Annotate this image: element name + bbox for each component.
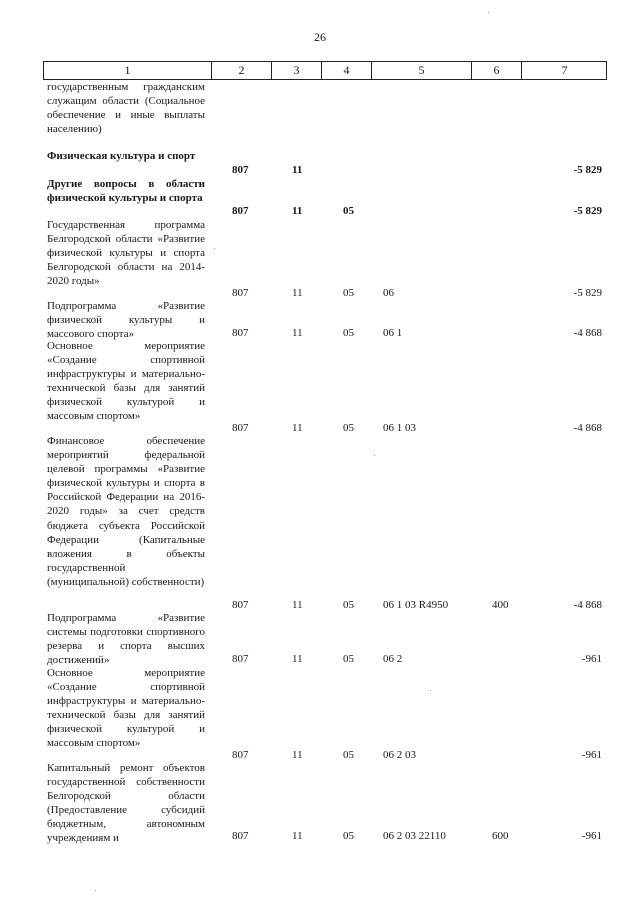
row-name: Подпрограмма «Развитие системы подготовки спортивного резерва и спорта высших достижений» [47,612,205,667]
row-target-article: 06 1 03 R4950 [383,599,449,611]
row-amount: -5 829 [573,287,602,299]
row-code-section: 11 [292,327,303,339]
row-target-article: 06 [383,287,394,299]
row-name: Государственная программа Белгородской области «Развитие физической культуры и спорта Белгородской области на 2014-2020 годы» [47,219,205,288]
row-code-subsection: 05 [343,749,354,761]
row-amount: -4 868 [573,422,602,434]
row-code-subsection: 05 [343,830,354,842]
row-target-article: 06 1 03 [383,422,416,434]
header-col-6: 6 [471,62,521,79]
header-col-2: 2 [211,62,271,79]
scan-speck [214,248,215,249]
row-code-subsection: 05 [343,599,354,611]
row-code-ministry: 807 [232,287,249,299]
row-code-section: 11 [292,422,303,434]
header-col-1: 1 [124,63,131,77]
row-amount: -4 868 [573,327,602,339]
header-col-4: 4 [321,62,371,79]
row-target-article: 06 2 [383,653,403,665]
row-name: Капитальный ремонт объектов государственной собственности Белгородской области (Предоставление субсидий бюджетным, автономным учреждениям и [47,762,205,845]
row-code-ministry: 807 [232,422,249,434]
row-name: Финансовое обеспечение мероприятий федеральной целевой программы «Развитие физической культуры и спорта в Российской Федерации на 2016-2020 годы» за счет средств бюджета субъекта Российской Федерации (Капитальные вложения в объекты государственной (муниципальной) собственности) [47,435,205,588]
scan-speck [374,455,375,456]
row-target-article: 06 2 03 [383,749,416,761]
row-code-section: 11 [292,653,303,665]
row-amount: -961 [581,749,602,761]
row-code-subsection: 05 [343,422,354,434]
row-name: государственным гражданским служащим области (Социальное обеспечение и иные выплаты населению) [47,81,205,136]
scan-speck [488,12,489,13]
row-name: Основное мероприятие «Создание спортивной инфраструктуры и материально-технической базы для занятий физической культурой и массовым спортом» [47,340,205,423]
header-col-3: 3 [271,62,321,79]
scan-speck [430,690,431,691]
row-code-section: 11 [292,830,303,842]
row-name: Подпрограмма «Развитие физической культуры и массового спорта» [47,300,205,341]
row-code-subsection: 05 [343,205,354,217]
row-code-section: 11 [292,287,303,299]
row-name: Другие вопросы в области физической культуры и спорта [47,178,205,205]
row-code-subsection: 05 [343,653,354,665]
row-code-section: 11 [292,164,303,176]
row-expense-type: 600 [492,830,509,842]
row-amount: -961 [581,653,602,665]
row-code-section: 11 [292,205,303,217]
row-expense-type: 400 [492,599,509,611]
header-col-5: 5 [371,62,471,79]
row-target-article: 06 2 03 22110 [383,830,446,842]
row-code-ministry: 807 [232,327,249,339]
row-code-ministry: 807 [232,164,249,176]
row-code-subsection: 05 [343,287,354,299]
row-code-section: 11 [292,749,303,761]
row-name: Основное мероприятие «Создание спортивной инфраструктуры и материально-технической базы для занятий физической культурой и массовым спортом» [47,667,205,750]
row-name: Физическая культура и спорт [47,150,196,162]
row-code-subsection: 05 [343,327,354,339]
row-amount: -4 868 [573,599,602,611]
row-amount: -961 [581,830,602,842]
scan-speck [95,890,96,891]
header-col-7: 7 [521,62,607,79]
page-number: 26 [314,30,326,44]
row-amount: -5 829 [573,164,602,176]
row-code-ministry: 807 [232,749,249,761]
row-code-ministry: 807 [232,599,249,611]
table-header [43,61,607,80]
row-code-ministry: 807 [232,205,249,217]
row-amount: -5 829 [573,205,602,217]
row-code-section: 11 [292,599,303,611]
row-code-ministry: 807 [232,830,249,842]
row-target-article: 06 1 [383,327,403,339]
row-code-ministry: 807 [232,653,249,665]
